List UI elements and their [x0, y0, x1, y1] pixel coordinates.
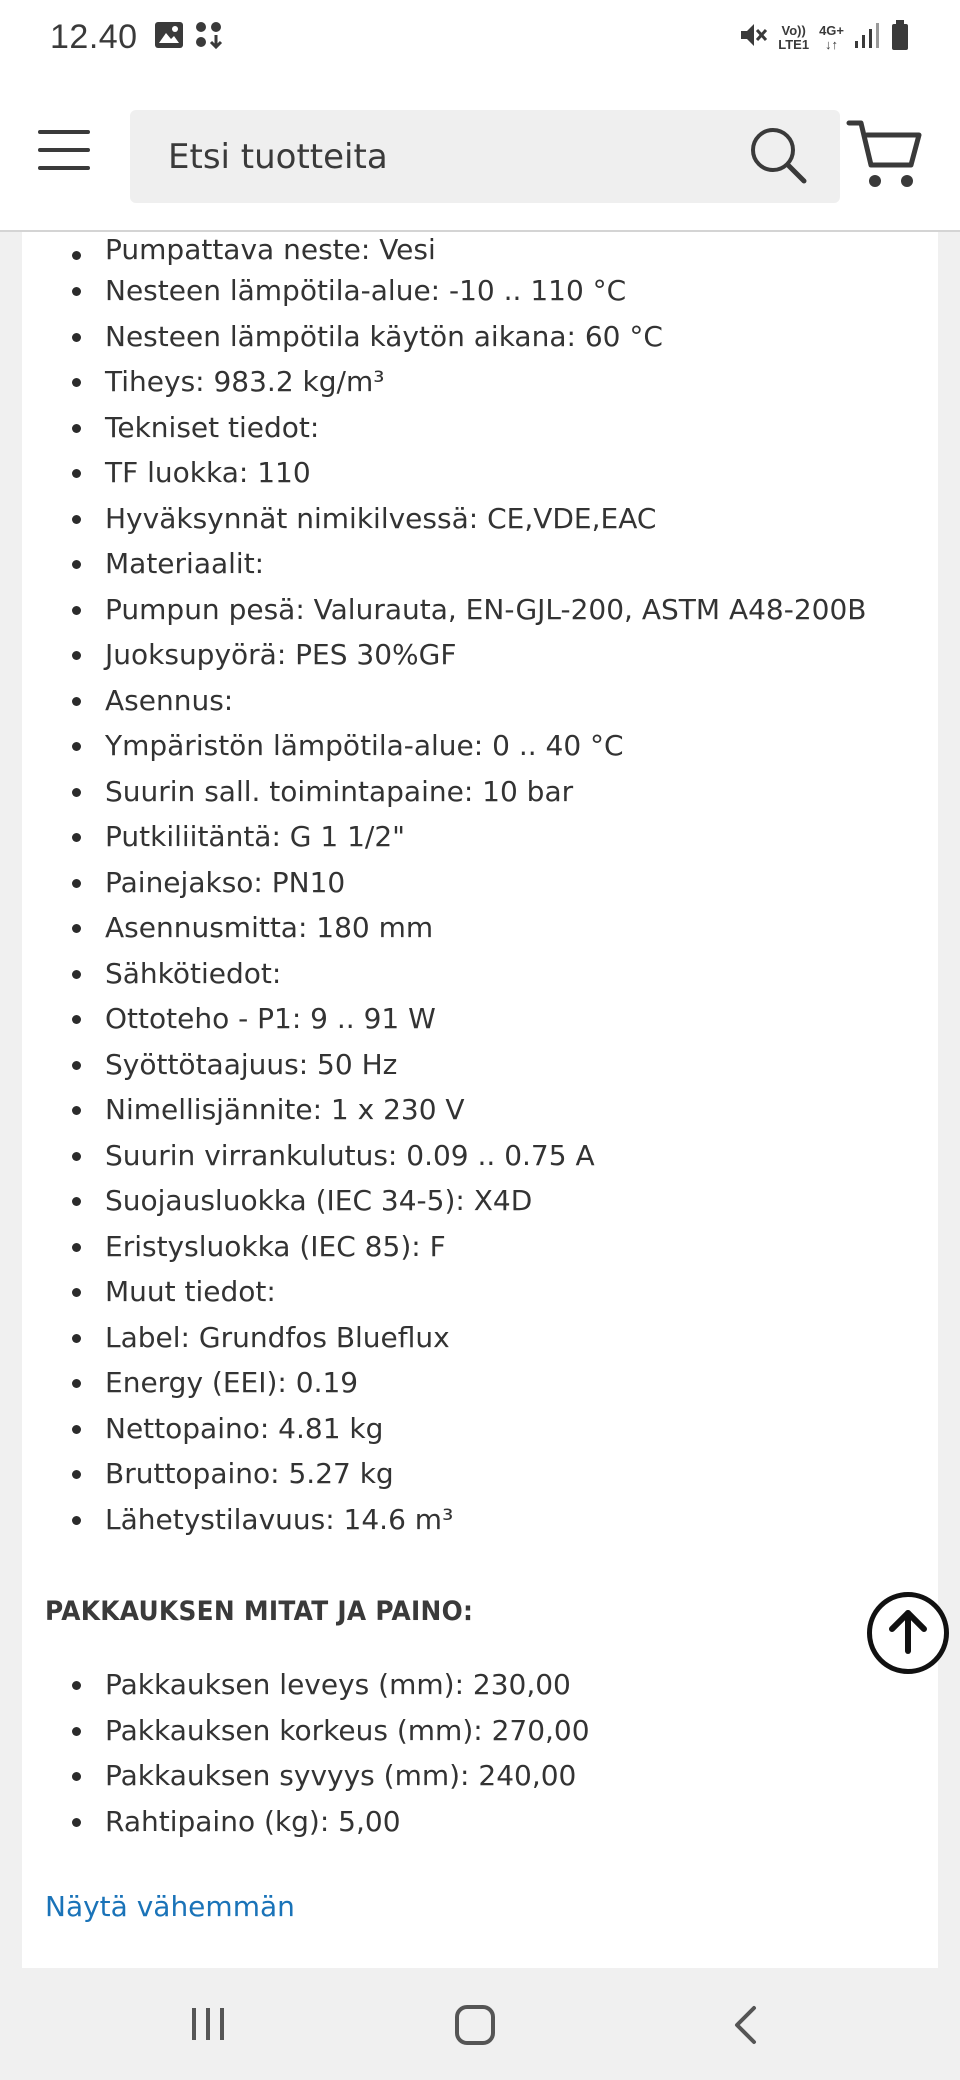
spec-list-item: Bruttopaino: 5.27 kg [72, 1451, 922, 1497]
spec-list-item: Label: Grundfos Blueflux [72, 1315, 922, 1361]
battery-icon [890, 19, 910, 56]
search-icon[interactable] [748, 125, 810, 187]
recent-apps-icon[interactable] [188, 2004, 228, 2049]
spec-list-item: Nesteen lämpötila käytön aikana: 60 °C [72, 314, 922, 360]
site-header [0, 75, 960, 232]
show-less-link[interactable]: Näytä vähemmän [45, 1890, 295, 1923]
technical-specs-list [72, 232, 922, 1542]
spec-list-item: Energy (EEI): 0.19 [72, 1360, 922, 1406]
spec-list-item: Suurin virrankulutus: 0.09 .. 0.75 A [72, 1133, 922, 1179]
package-list-item: Rahtipaino (kg): 5,00 [72, 1799, 922, 1845]
back-icon[interactable] [730, 2004, 760, 2051]
spec-list-item: Nesteen lämpötila-alue: -10 .. 110 °C [72, 268, 922, 314]
arrow-up-icon [886, 1607, 930, 1660]
spec-list-item: Ottoteho - P1: 9 .. 91 W [72, 996, 922, 1042]
mute-icon [738, 20, 768, 55]
status-time: 12.40 [50, 18, 138, 56]
spec-list-item: Ympäristön lämpötila-alue: 0 .. 40 °C [72, 723, 922, 769]
spec-list-item: Asennus: [72, 678, 922, 724]
package-list-item: Pakkauksen korkeus (mm): 270,00 [72, 1708, 922, 1754]
system-nav-bar [0, 1968, 960, 2080]
status-bar [0, 0, 960, 75]
spec-list-item: Nettopaino: 4.81 kg [72, 1406, 922, 1452]
package-specs-list [72, 1662, 922, 1844]
data-arrows-icon: ↓↑ [825, 36, 839, 52]
gallery-icon [154, 21, 184, 54]
spec-list-item: TF luokka: 110 [72, 450, 922, 496]
spec-list-item: Suojausluokka (IEC 34-5): X4D [72, 1178, 922, 1224]
spec-list-item: Putkiliitäntä: G 1 1/2" [72, 814, 922, 860]
search-bar [130, 110, 840, 203]
spec-list-item: Tekniset tiedot: [72, 405, 922, 451]
spec-list-item: Pumpattava neste: Vesi [72, 232, 922, 268]
spec-list-item: Lähetystilavuus: 14.6 m³ [72, 1497, 922, 1543]
status-right [738, 19, 910, 56]
volte-indicator: Vo)) LTE1 [778, 22, 810, 52]
network-indicator: 4G+ ↓↑ [819, 22, 844, 52]
spec-list-item: Hyväksynnät nimikilvessä: CE,VDE,EAC [72, 496, 922, 542]
signal-icon [854, 21, 880, 54]
spec-list-item: Syöttötaajuus: 50 Hz [72, 1042, 922, 1088]
spec-list-item: Materiaalit: [72, 541, 922, 587]
download-apps-icon [194, 20, 224, 55]
cart-icon[interactable] [845, 117, 925, 193]
home-icon[interactable] [454, 2004, 496, 2051]
package-list-item: Pakkauksen syvyys (mm): 240,00 [72, 1753, 922, 1799]
spec-list-item: Asennusmitta: 180 mm [72, 905, 922, 951]
spec-list-item: Suurin sall. toimintapaine: 10 bar [72, 769, 922, 815]
spec-list-item: Painejakso: PN10 [72, 860, 922, 906]
package-section-title: PAKKAUKSEN MITAT JA PAINO: [45, 1596, 474, 1627]
spec-list-item: Muut tiedot: [72, 1269, 922, 1315]
spec-list-item: Sähkötiedot: [72, 951, 922, 997]
spec-list-item: Nimellisjännite: 1 x 230 V [72, 1087, 922, 1133]
package-list-item: Pakkauksen leveys (mm): 230,00 [72, 1662, 922, 1708]
spec-list-item: Eristysluokka (IEC 85): F [72, 1224, 922, 1270]
spec-list-item: Pumpun pesä: Valurauta, EN-GJL-200, ASTM A48-200B [72, 587, 922, 633]
back-to-top-button[interactable] [867, 1592, 949, 1674]
product-details-card [22, 232, 938, 1968]
spec-list-item: Tiheys: 983.2 kg/m³ [72, 359, 922, 405]
menu-icon[interactable] [38, 130, 90, 170]
search-input[interactable] [168, 110, 728, 203]
spec-list-item: Juoksupyörä: PES 30%GF [72, 632, 922, 678]
